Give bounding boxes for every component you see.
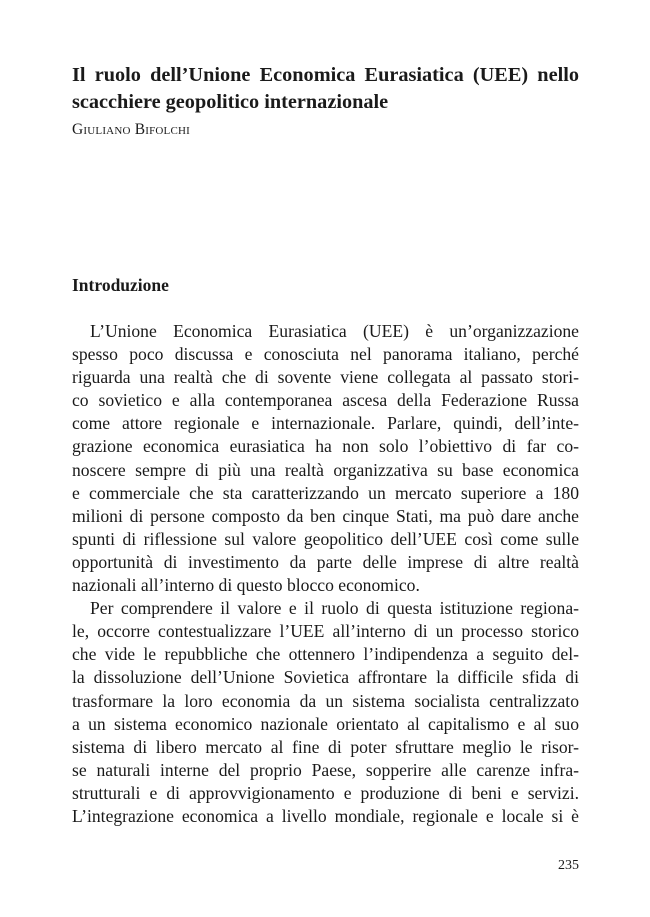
- text-line: opportunità di investimento da parte delle imprese di altre realtà: [72, 551, 579, 572]
- text-line: L’integrazione economica a livello mondiale, regionale e locale si è: [72, 805, 579, 826]
- article-body: [72, 320, 579, 828]
- text-line: milioni di persone composto da ben cinque Stati, ma può dare anche: [72, 505, 579, 526]
- page-number: 235: [558, 858, 579, 873]
- text-line: grazione economica eurasiatica ha non solo l’obiettivo di far co-: [72, 436, 579, 457]
- section-heading: Introduzione: [72, 275, 169, 295]
- text-line: co sovietico e alla contemporanea ascesa della Federazione Russa: [72, 390, 579, 411]
- text-line: e commerciale che sta caratterizzando un mercato superiore a 180: [72, 482, 579, 503]
- text-line: trasformare la loro economia da un sistema socialista centralizzato: [72, 690, 579, 711]
- paragraph-2: [72, 597, 579, 828]
- article-header: [72, 62, 579, 140]
- text-line: nazionali all’interno di questo blocco economico.: [72, 575, 420, 596]
- text-line: a un sistema economico nazionale orientato al capitalismo e al suo: [72, 713, 579, 734]
- text-line: che vide le repubbliche che ottennero l’indipendenza a seguito del-: [72, 644, 579, 665]
- text-line: L’Unione Economica Eurasiatica (UEE) è un’organizzazione: [90, 321, 579, 341]
- text-line: come attore regionale e internazionale. Parlare, quindi, dell’inte-: [72, 413, 579, 434]
- text-line: la dissoluzione dell’Unione Sovietica affrontare la difficile sfida di: [72, 667, 579, 688]
- text-line: noscere sempre di più una realtà organizzativa su base economica: [72, 459, 579, 480]
- article-title-line-2: scacchiere geopolitico internazionale: [72, 91, 389, 113]
- text-line: se naturali interne del proprio Paese, sopperire alle carenze infra-: [72, 759, 579, 780]
- text-line: riguarda una realtà che di sovente viene collegata al passato stori-: [72, 367, 579, 388]
- article-title: [72, 62, 579, 116]
- article-title-line-1: Il ruolo dell’Unione Economica Eurasiatica (UEE) nello: [72, 64, 579, 86]
- text-line: Per comprendere il valore e il ruolo di questa istituzione regiona-: [90, 598, 579, 619]
- text-line: spesso poco discussa e conosciuta nel panorama italiano, perché: [72, 344, 579, 365]
- text-line: spunti di riflessione sul valore geopolitico dell’UEE così come sulle: [72, 528, 579, 549]
- text-line: sistema di libero mercato al fine di poter sfruttare meglio le risor-: [72, 736, 579, 757]
- text-line: strutturali e di approvvigionamento e produzione di beni e servizi.: [72, 782, 579, 803]
- paragraph-1: [72, 320, 579, 597]
- text-line: le, occorre contestualizzare l’UEE all’interno di un processo storico: [72, 621, 579, 642]
- article-author: Giuliano Bifolchi: [72, 121, 191, 138]
